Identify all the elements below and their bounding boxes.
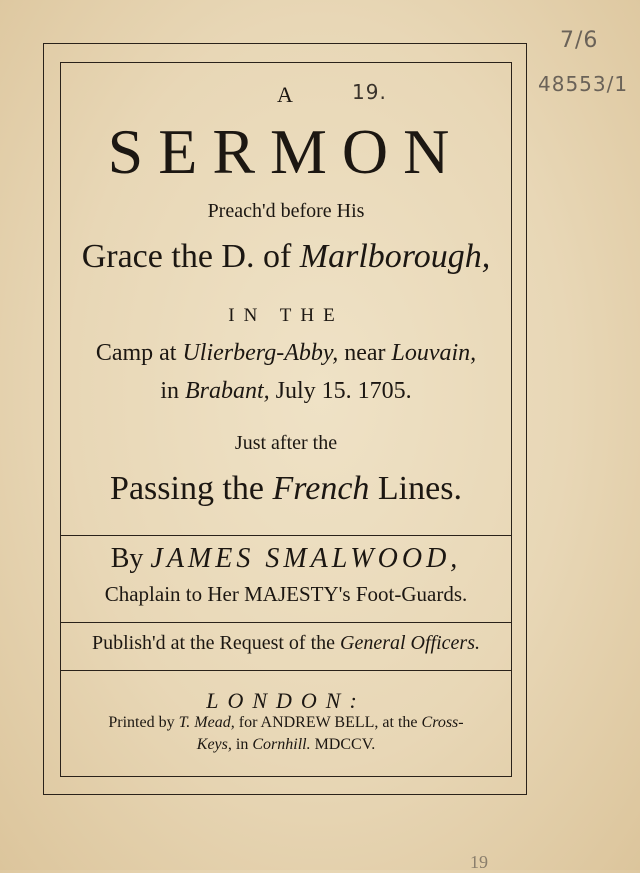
year: MDCCV. (310, 736, 376, 753)
title-main: SERMON (107, 116, 465, 187)
divider-2 (60, 622, 512, 623)
printer: T. Mead, (178, 714, 235, 731)
imprint-line2 (60, 736, 512, 754)
printed-by: Printed by (108, 714, 179, 731)
request-roman: Publish'd at the Request of the (91, 632, 341, 654)
subtitle-line6: Just after the (234, 432, 338, 454)
by: By (110, 543, 151, 574)
catalog-number-annotation: 48553/1 (538, 72, 629, 96)
subtitle-line1: Preach'd before His (207, 200, 365, 222)
bottom-mark: 19 (470, 852, 488, 872)
lines: Lines. (369, 470, 462, 507)
author-role: Chaplain to Her MAJESTY's Foot-Guards. (104, 582, 468, 606)
in: in (160, 378, 185, 404)
fraction-annotation: 7/6 (560, 28, 599, 53)
number-annotation: 19. (352, 80, 387, 104)
imprint-line1 (60, 714, 512, 732)
camp-at: Camp at (95, 340, 183, 366)
author-name: JAMES SMALWOOD, (150, 543, 462, 574)
french: French (272, 470, 370, 507)
date: July 15. 1705. (269, 378, 412, 404)
author-line (60, 543, 512, 575)
divider-1 (60, 535, 512, 536)
imprint-city: LONDON: (206, 688, 366, 713)
place-name: Ulierberg-Abby, (182, 340, 339, 366)
subtitle-line4 (60, 340, 512, 367)
subtitle-line5 (60, 378, 512, 405)
brabant: Brabant, (184, 378, 270, 404)
keys: Keys, (196, 736, 232, 753)
subtitle-line2-roman: Grace the D. of (81, 238, 300, 275)
cross: Cross- (421, 714, 464, 731)
publication-request (60, 632, 512, 655)
in-word: in (231, 736, 253, 753)
passing-the: Passing the (110, 470, 273, 507)
for-bookseller: for ANDREW BELL, at the (234, 714, 422, 731)
subtitle-line7 (60, 470, 512, 508)
title-article: A (277, 82, 295, 107)
subtitle-line2-italic: Marlborough, (299, 238, 491, 275)
divider-3 (60, 670, 512, 671)
near: near (338, 340, 392, 366)
louvain: Louvain, (391, 340, 477, 366)
subtitle-line3: IN THE (228, 305, 344, 326)
subtitle-line2 (60, 238, 512, 276)
cornhill: Cornhill. (252, 736, 311, 753)
general-officers: General Officers. (340, 632, 480, 654)
